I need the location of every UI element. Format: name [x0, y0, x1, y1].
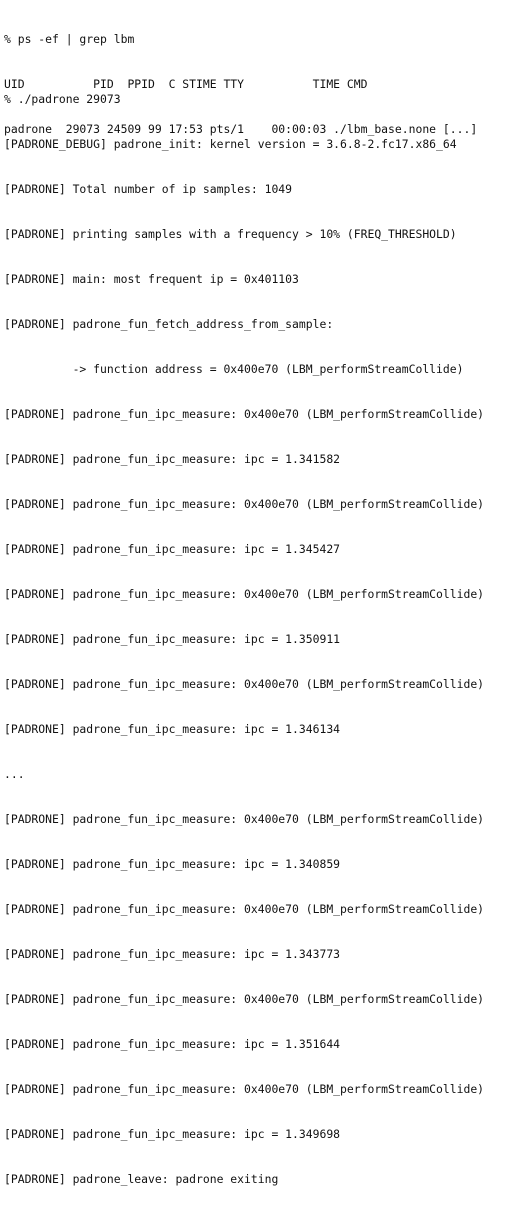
ipc-measure-address-line: [PADRONE] padrone_fun_ipc_measure: 0x400e70 (LBM_performStreamCollide)	[4, 677, 485, 691]
ps-process-row: padrone 29073 24509 99 17:53 pts/1 00:00:03 ./lbm_base.none [...]	[4, 122, 478, 136]
ps-command-line: % ps -ef | grep lbm	[4, 32, 135, 46]
ipc-value-line: [PADRONE] padrone_fun_ipc_measure: ipc = 1.349698	[4, 1127, 341, 1141]
total-samples-line: [PADRONE] Total number of ip samples: 1049	[4, 182, 293, 196]
ps-header-line: UID PID PPID C STIME TTY TIME CMD	[4, 77, 368, 91]
ipc-measure-address-line: [PADRONE] padrone_fun_ipc_measure: 0x400e70 (LBM_performStreamCollide)	[4, 587, 485, 601]
function-address-line: -> function address = 0x400e70 (LBM_performStreamCollide)	[4, 362, 464, 376]
ipc-value-line: [PADRONE] padrone_fun_ipc_measure: ipc = 1.343773	[4, 947, 341, 961]
padrone-command-line: % ./padrone 29073	[4, 92, 121, 106]
ipc-measure-address-line: [PADRONE] padrone_fun_ipc_measure: 0x400e70 (LBM_performStreamCollide)	[4, 992, 485, 1006]
ipc-measure-address-line: [PADRONE] padrone_fun_ipc_measure: 0x400e70 (LBM_performStreamCollide)	[4, 812, 485, 826]
padrone-output-block	[4, 62, 484, 1217]
fetch-address-line: [PADRONE] padrone_fun_fetch_address_from_sample:	[4, 317, 334, 331]
ipc-value-line: [PADRONE] padrone_fun_ipc_measure: ipc = 1.340859	[4, 857, 341, 871]
ipc-measure-address-line: [PADRONE] padrone_fun_ipc_measure: 0x400e70 (LBM_performStreamCollide)	[4, 1082, 485, 1096]
ellipsis-line: ...	[4, 767, 25, 781]
ipc-value-line: [PADRONE] padrone_fun_ipc_measure: ipc = 1.341582	[4, 452, 341, 466]
debug-init-line: [PADRONE_DEBUG] padrone_init: kernel version = 3.6.8-2.fc17.x86_64	[4, 137, 457, 151]
ipc-value-line: [PADRONE] padrone_fun_ipc_measure: ipc = 1.350911	[4, 632, 341, 646]
ipc-measure-address-line: [PADRONE] padrone_fun_ipc_measure: 0x400e70 (LBM_performStreamCollide)	[4, 902, 485, 916]
ipc-value-line: [PADRONE] padrone_fun_ipc_measure: ipc = 1.345427	[4, 542, 341, 556]
most-frequent-ip-line: [PADRONE] main: most frequent ip = 0x401103	[4, 272, 299, 286]
ipc-value-line: [PADRONE] padrone_fun_ipc_measure: ipc = 1.346134	[4, 722, 341, 736]
ipc-value-line: [PADRONE] padrone_fun_ipc_measure: ipc = 1.351644	[4, 1037, 341, 1051]
padrone-leave-line: [PADRONE] padrone_leave: padrone exiting	[4, 1172, 279, 1186]
threshold-line: [PADRONE] printing samples with a frequency > 10% (FREQ_THRESHOLD)	[4, 227, 457, 241]
ipc-measure-address-line: [PADRONE] padrone_fun_ipc_measure: 0x400e70 (LBM_performStreamCollide)	[4, 407, 485, 421]
ipc-measure-address-line: [PADRONE] padrone_fun_ipc_measure: 0x400e70 (LBM_performStreamCollide)	[4, 497, 485, 511]
